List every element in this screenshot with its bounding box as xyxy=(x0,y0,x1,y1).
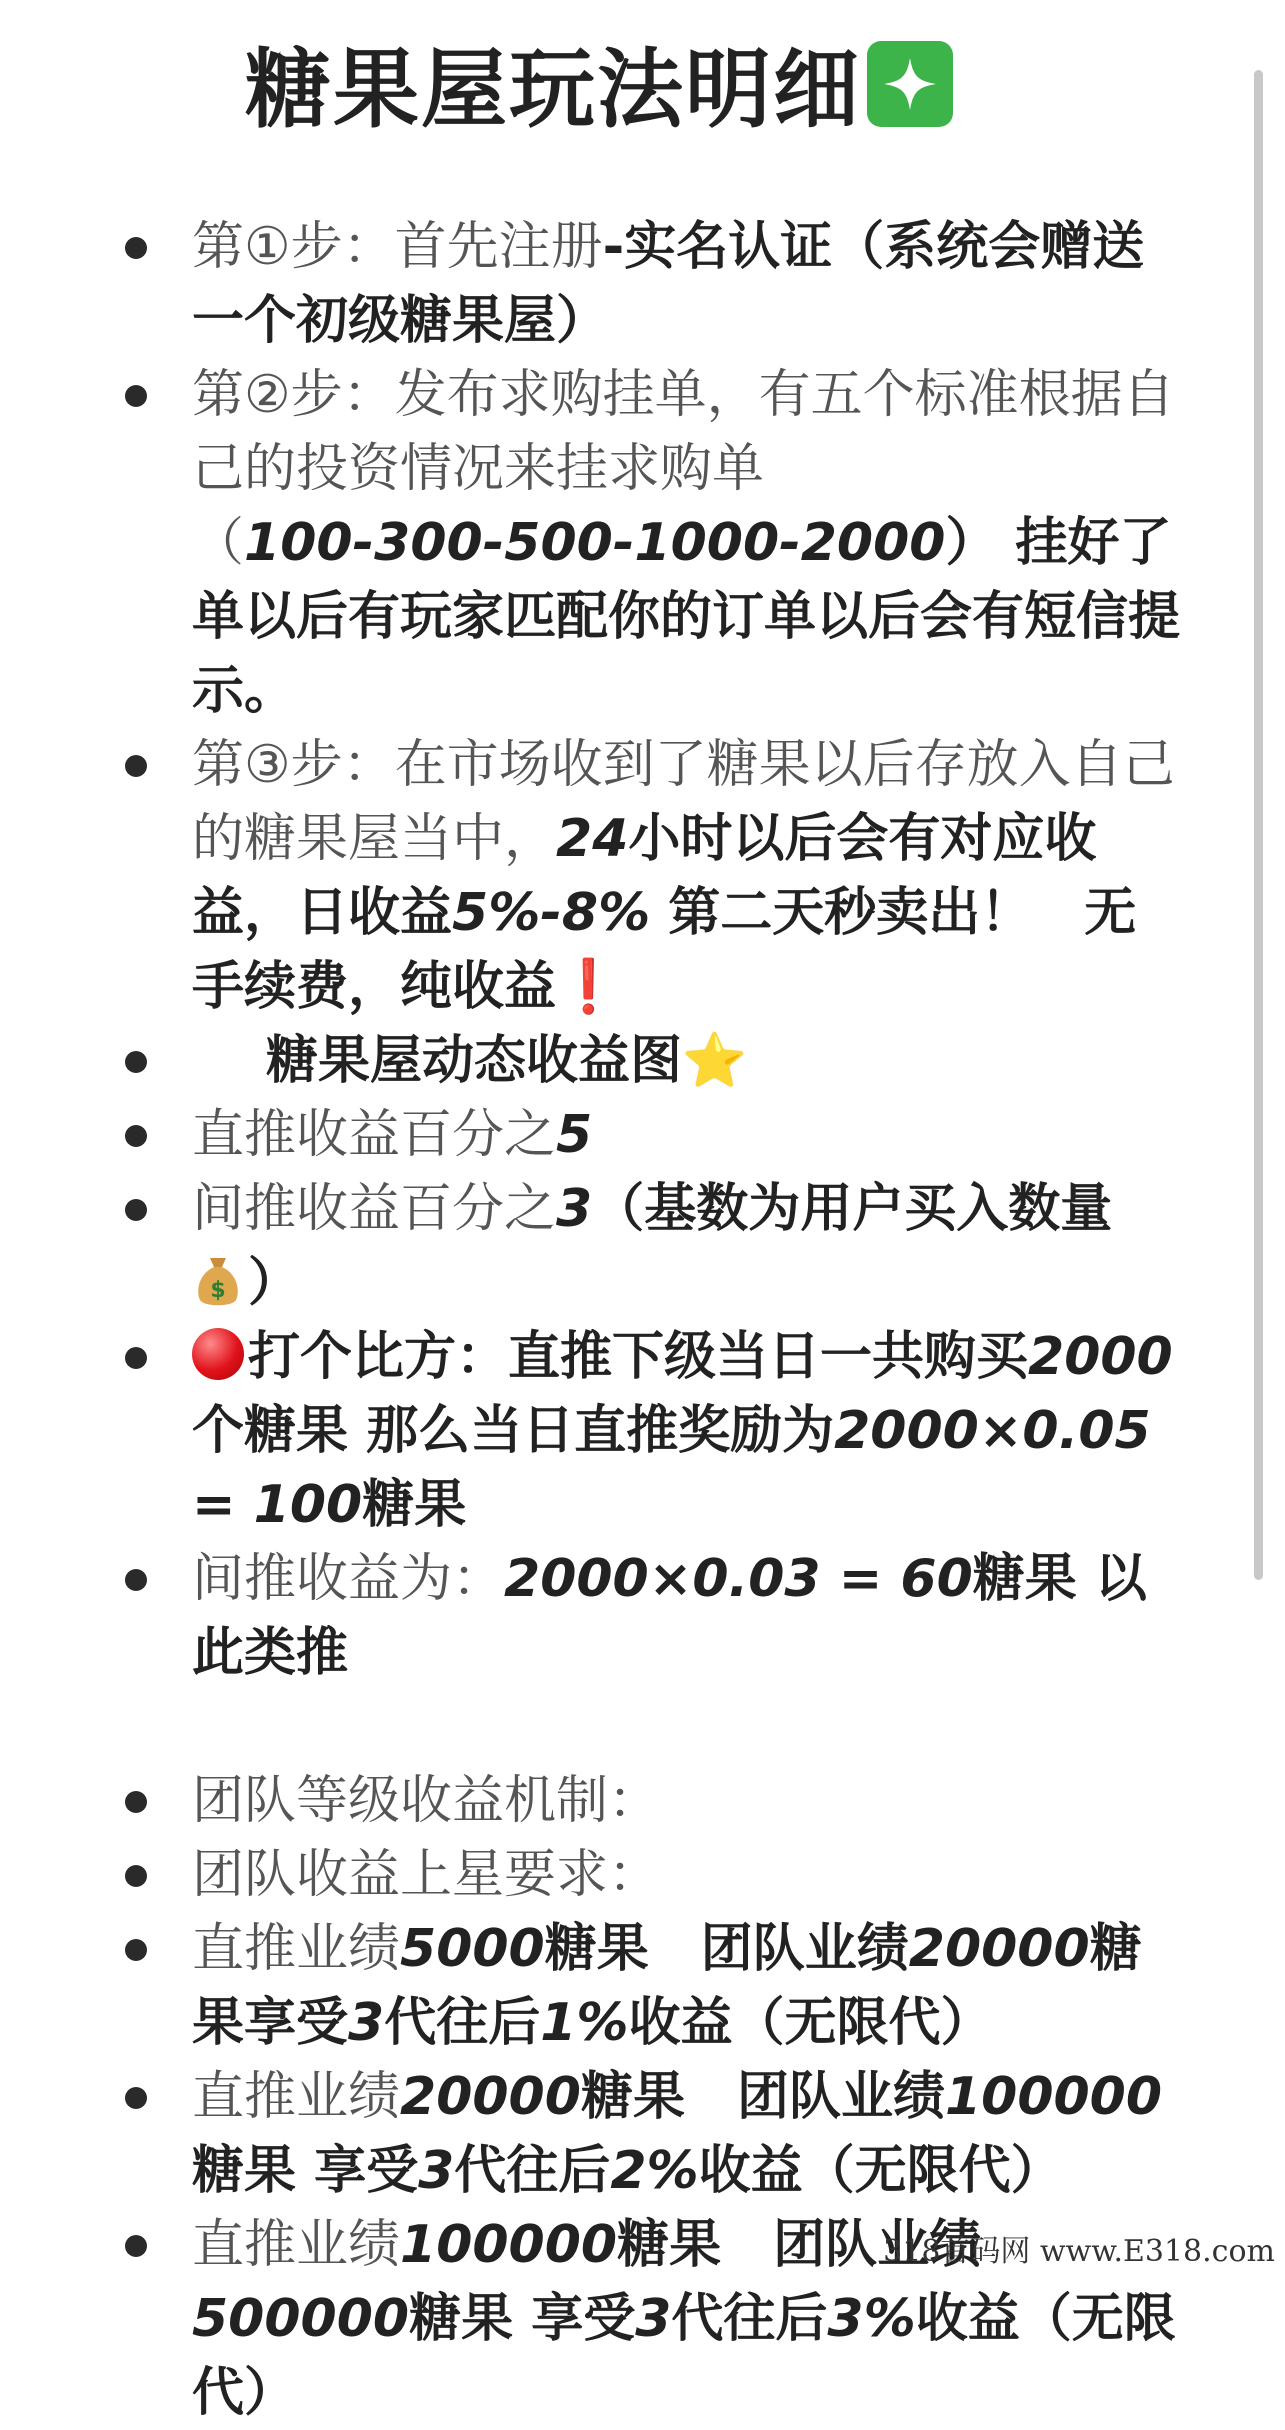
rules-list xyxy=(120,210,1180,2430)
list-item-indirect-calc: 间推收益为：2000×0.03 = 60糖果 以此类推 xyxy=(120,1542,1180,1690)
red-circle-icon xyxy=(192,1328,244,1380)
page-title xyxy=(245,30,953,150)
list-item-team-star: 团队收益上星要求： xyxy=(120,1838,1180,1912)
list-item-tier3: 直推业绩100000糖果 团队业绩500000糖果 享受3代往后3%收益（无限代） xyxy=(120,2208,1180,2430)
list-item-step2: 第②步：发布求购挂单，有五个标准根据自己的投资情况来挂求购单 （100-300-500-1000-2000） 挂好了单以后有玩家匹配你的订单以后会有短信提示。 xyxy=(120,358,1180,728)
list-item-example: 打个比方：直推下级当日一共购买2000个糖果 那么当日直推奖励为2000×0.05 = 100糖果 xyxy=(120,1320,1180,1542)
star-icon: ⭐ xyxy=(682,1031,747,1091)
list-item-team-mechanism: 团队等级收益机制： xyxy=(120,1764,1180,1838)
list-item-direct: 直推收益百分之5 xyxy=(120,1098,1180,1172)
list-item-step1: 第①步：首先注册-实名认证（系统会赠送一个初级糖果屋） xyxy=(120,210,1180,358)
scrollbar[interactable] xyxy=(1254,70,1263,1580)
red-exclamation-icon: ❗ xyxy=(556,957,621,1017)
sparkles-icon xyxy=(867,41,953,127)
list-item-tier1: 直推业绩5000糖果 团队业绩20000糖果享受3代往后1%收益（无限代） xyxy=(120,1912,1180,2060)
list-item-step3: 第③步：在市场收到了糖果以后存放入自己的糖果屋当中，24小时以后会有对应收益，日收益5%-8% 第二天秒卖出！ 无手续费，纯收益❗ xyxy=(120,728,1180,1024)
watermark: 318首码网 www.E318.com xyxy=(883,2234,1275,2269)
svg-text:$: $ xyxy=(210,1278,226,1303)
list-item-dynamic: 糖果屋动态收益图⭐ xyxy=(120,1024,1180,1098)
money-bag-icon xyxy=(192,1252,244,1308)
list-item-tier2: 直推业绩20000糖果 团队业绩100000糖果 享受3代往后2%收益（无限代） xyxy=(120,2060,1180,2208)
list-item-indirect: 间推收益百分之3（基数为用户买入数量 $ ） xyxy=(120,1172,1180,1320)
title-text: 糖果屋玩法明细 xyxy=(245,40,861,140)
